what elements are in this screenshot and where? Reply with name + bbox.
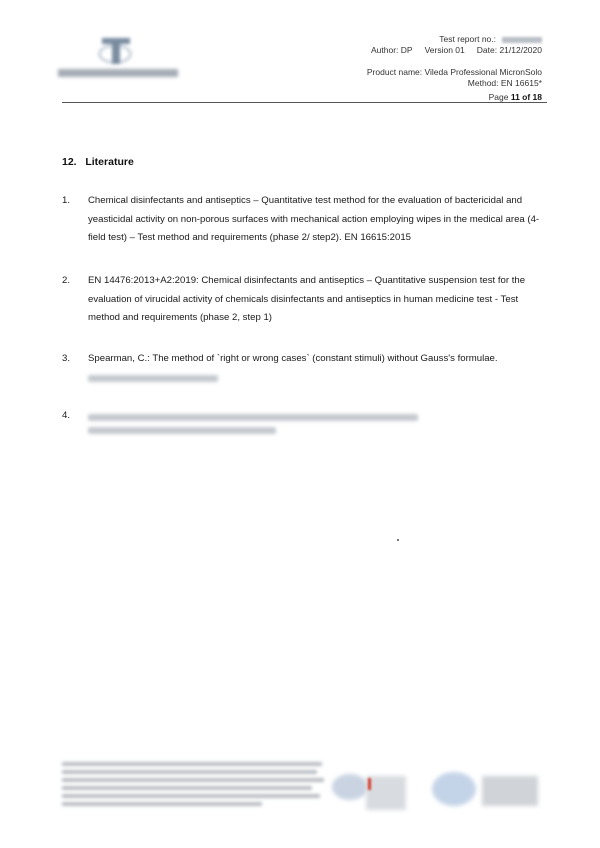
date: Date: 21/12/2020 <box>476 45 542 55</box>
page-current: 11 of 18 <box>510 92 542 102</box>
reference-redacted <box>88 375 548 382</box>
reference-item <box>62 192 548 248</box>
reference-redacted <box>88 414 548 434</box>
lab-logo <box>58 36 178 84</box>
reference-text: Chemical disinfectants and antiseptics – Quantitative test method for the evaluation of bactericidal and yeasticidal activity on non-porous surfaces with mechanical action employing wipes in the medical area (4-field test) – Test method and requirements (phase 2/ step2). EN 16615:2015 <box>88 195 540 243</box>
report-number-redacted <box>502 37 542 43</box>
stray-mark <box>397 539 399 541</box>
reference-number: 2. <box>62 275 71 286</box>
certification-logo <box>366 776 406 810</box>
reference-text: Spearman, C.: The method of `right or wrong cases` (constant stimuli) without Gauss's formulae. <box>88 353 498 364</box>
product-name: Product name: Vileda Professional MicronSolo <box>366 67 542 77</box>
reference-item <box>62 350 548 388</box>
section-title: 12. Literature <box>62 156 134 168</box>
method: Method: EN 16615* <box>467 78 542 88</box>
report-number-label: Test report no.: <box>439 34 496 44</box>
certification-logo-accent <box>368 778 371 790</box>
accreditation-seal <box>432 772 476 806</box>
lab-logo-wordmark <box>58 69 178 77</box>
reference-text: EN 14476:2013+A2:2019: Chemical disinfectants and antiseptics – Quantitative suspension test for the evaluation of virucidal activity of chemicals disinfectants and antiseptics in human medicine test - Test method and requirements (phase 2, step 1) <box>88 275 526 323</box>
reference-number: 1. <box>62 195 71 206</box>
reference-number: 4. <box>62 410 71 421</box>
accreditation-logo <box>332 774 368 800</box>
reference-number: 3. <box>62 353 71 364</box>
version: Version 01 <box>424 45 465 55</box>
header-divider <box>62 102 547 103</box>
footer-address-redacted <box>62 762 324 818</box>
reference-item <box>62 407 548 440</box>
report-number <box>439 34 542 44</box>
reference-item <box>62 272 548 328</box>
report-meta <box>371 45 542 55</box>
author: Author: DP <box>371 45 413 55</box>
page-number <box>489 92 542 102</box>
page-label: Page <box>488 92 509 102</box>
footer <box>62 762 540 822</box>
accreditation-seal-text <box>482 776 538 806</box>
lab-logo-mark <box>98 36 134 66</box>
